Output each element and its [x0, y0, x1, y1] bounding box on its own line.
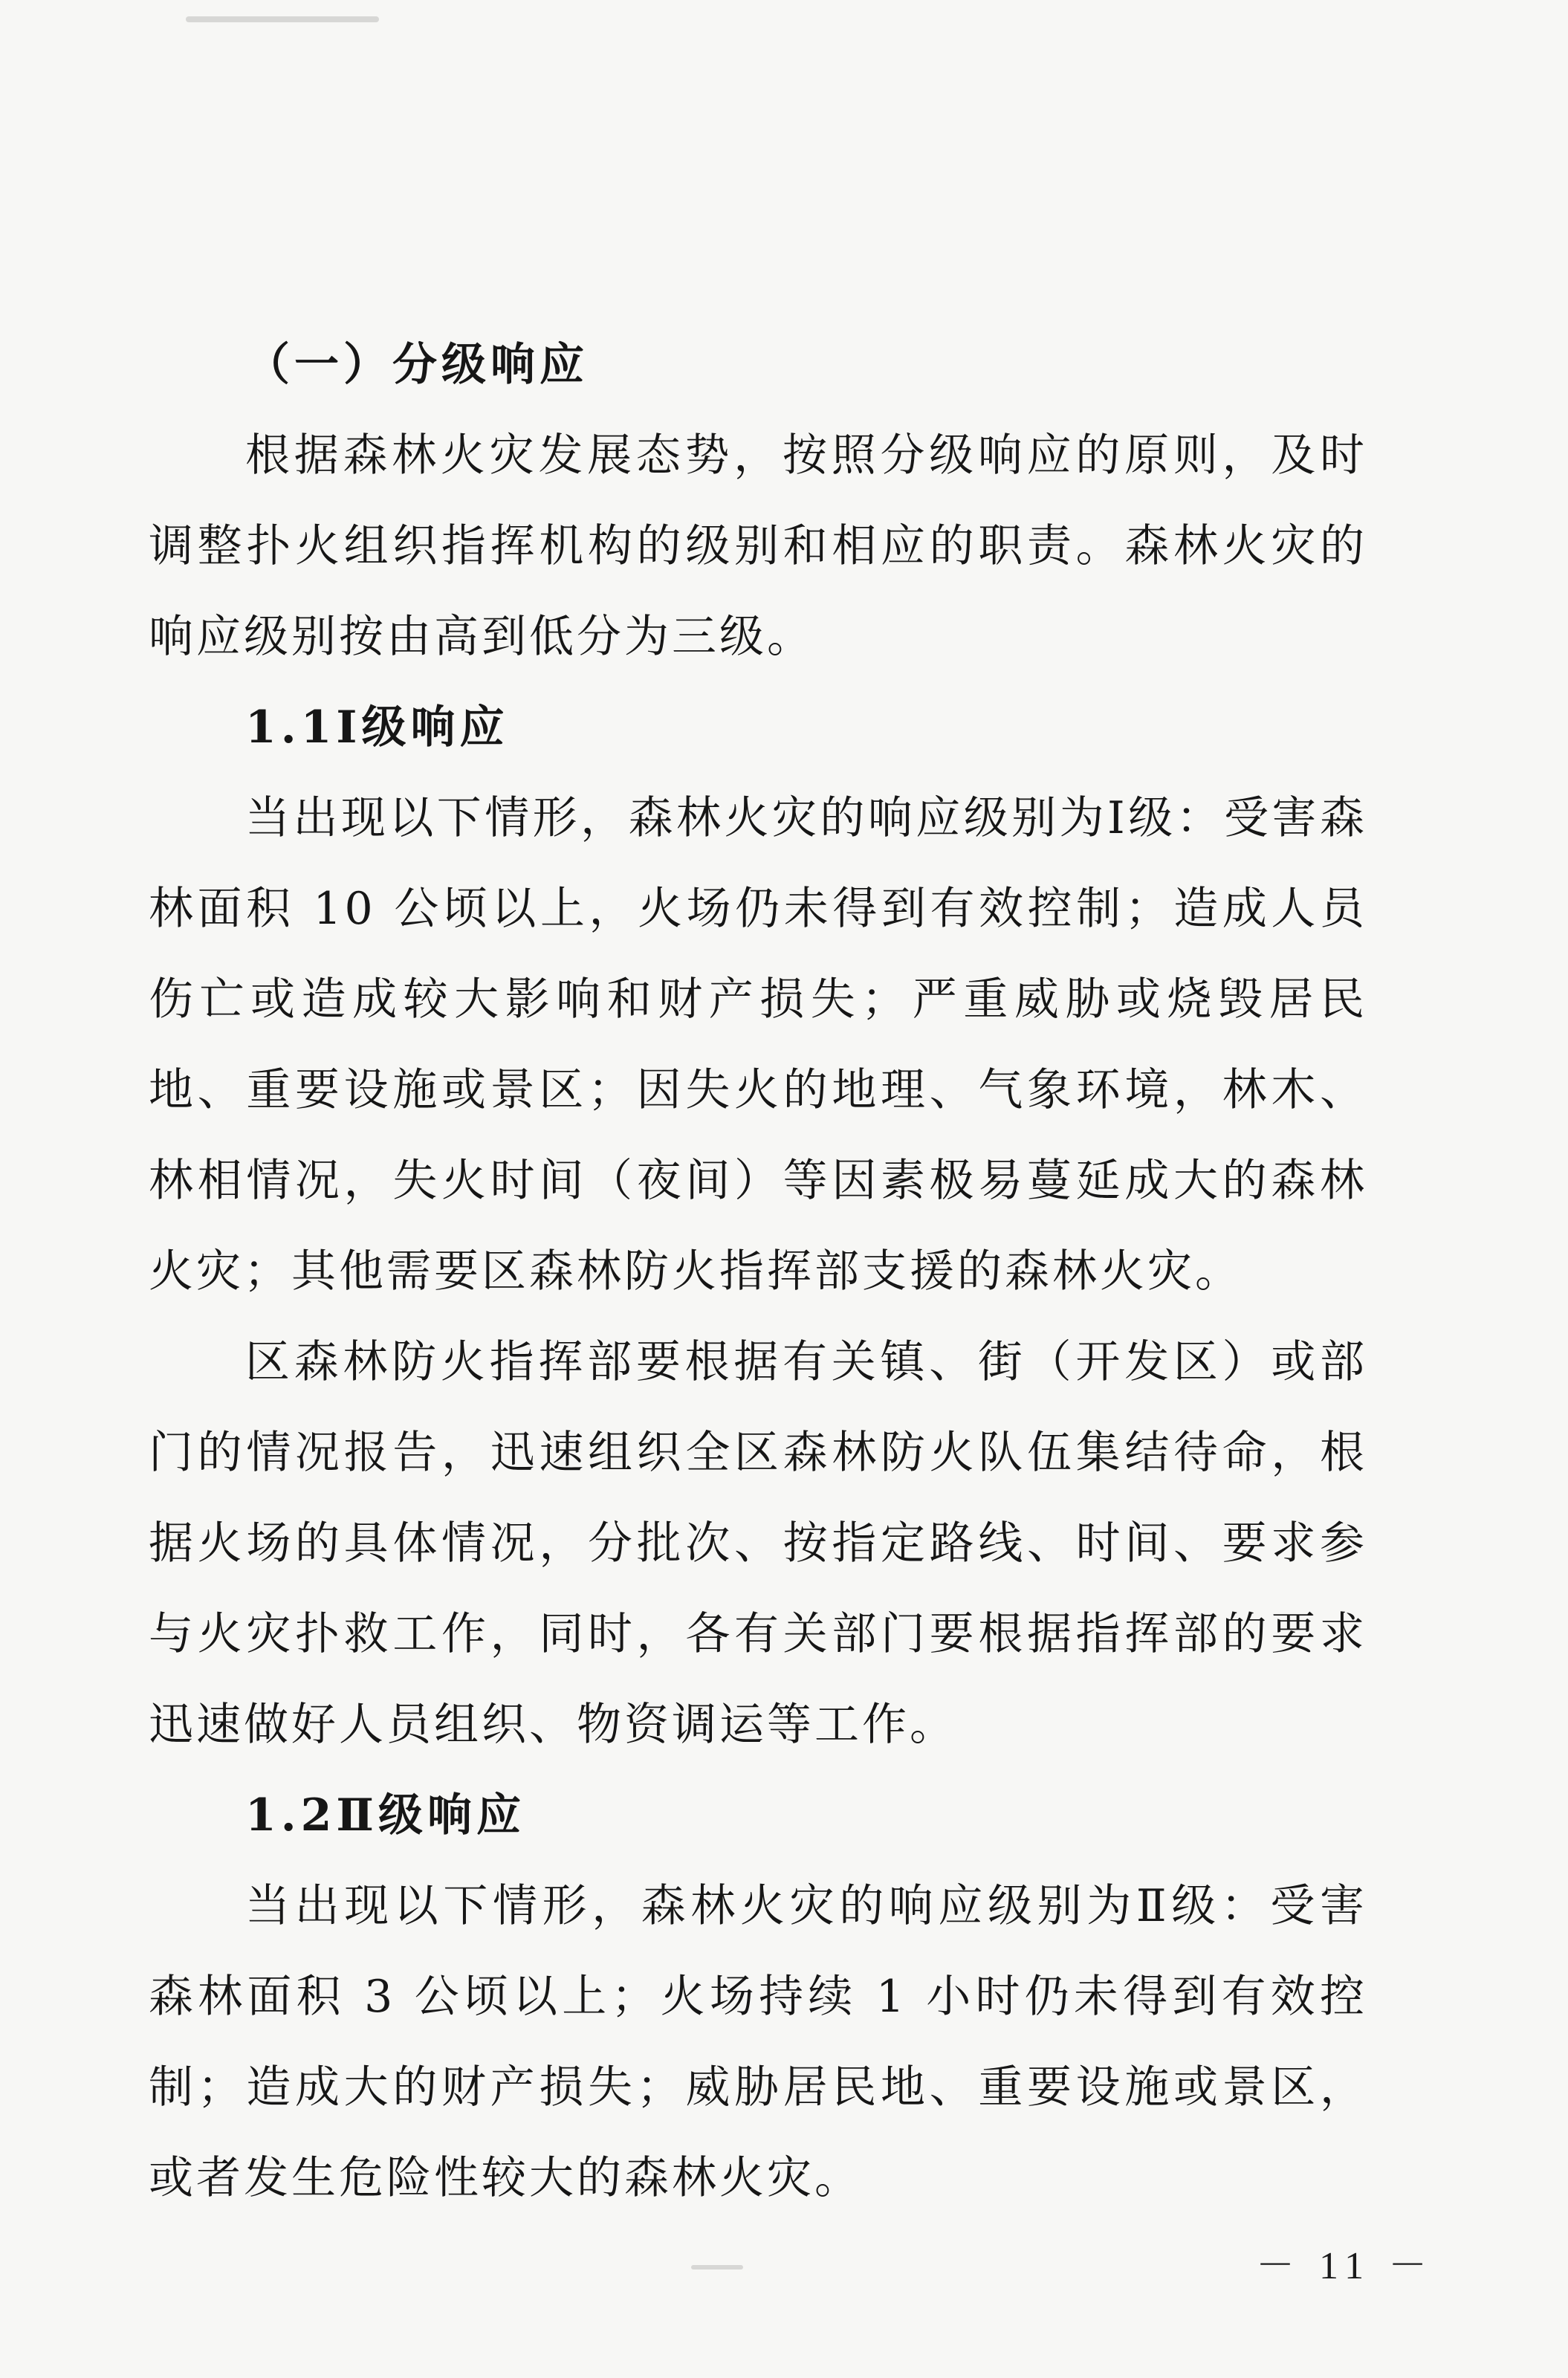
- scan-smudge-top: [186, 16, 379, 22]
- document-body: [149, 320, 1367, 2223]
- level1-heading: 1.1Ⅰ级响应: [245, 702, 509, 754]
- intro-paragraph: 根据森林火灾发展态势，按照分级响应的原则，及时调整扑火组织指挥机构的级别和相应的职责。森林火灾的响应级别按由高到低分为三级。: [149, 430, 1367, 663]
- level1-response-paragraph: 区森林防火指挥部要根据有关镇、街（开发区）或部门的情况报告，迅速组织全区森林防火队伍集结待命，根据火场的具体情况，分批次、按指定路线、时间、要求参与火灾扑救工作，同时，各有关部门要根据指挥部的要求迅速做好人员组织、物资调运等工作。: [149, 1336, 1367, 1751]
- scan-smudge-bottom: [691, 2265, 743, 2270]
- section-heading: （一）分级响应: [245, 339, 589, 391]
- level2-criteria-paragraph: 当出现以下情形，森林火灾的响应级别为Ⅱ级：受害森林面积 3 公顷以上；火场持续 1 小时仍未得到有效控制；造成大的财产损失；威胁居民地、重要设施或景区，或者发生危险性较大的森林火灾。: [149, 1880, 1367, 2204]
- level2-heading: 1.2Ⅱ级响应: [245, 1789, 525, 1841]
- page-number: － 11 －: [1256, 2245, 1435, 2287]
- level1-criteria-paragraph: 当出现以下情形，森林火灾的响应级别为Ⅰ级：受害森林面积 10 公顷以上，火场仍未得到有效控制；造成人员伤亡或造成较大影响和财产损失；严重威胁或烧毁居民地、重要设施或景区；因失火的地理、气象环境，林木、林相情况，失火时间（夜间）等因素极易蔓延成大的森林火灾；其他需要区森林防火指挥部支援的森林火灾。: [149, 792, 1367, 1297]
